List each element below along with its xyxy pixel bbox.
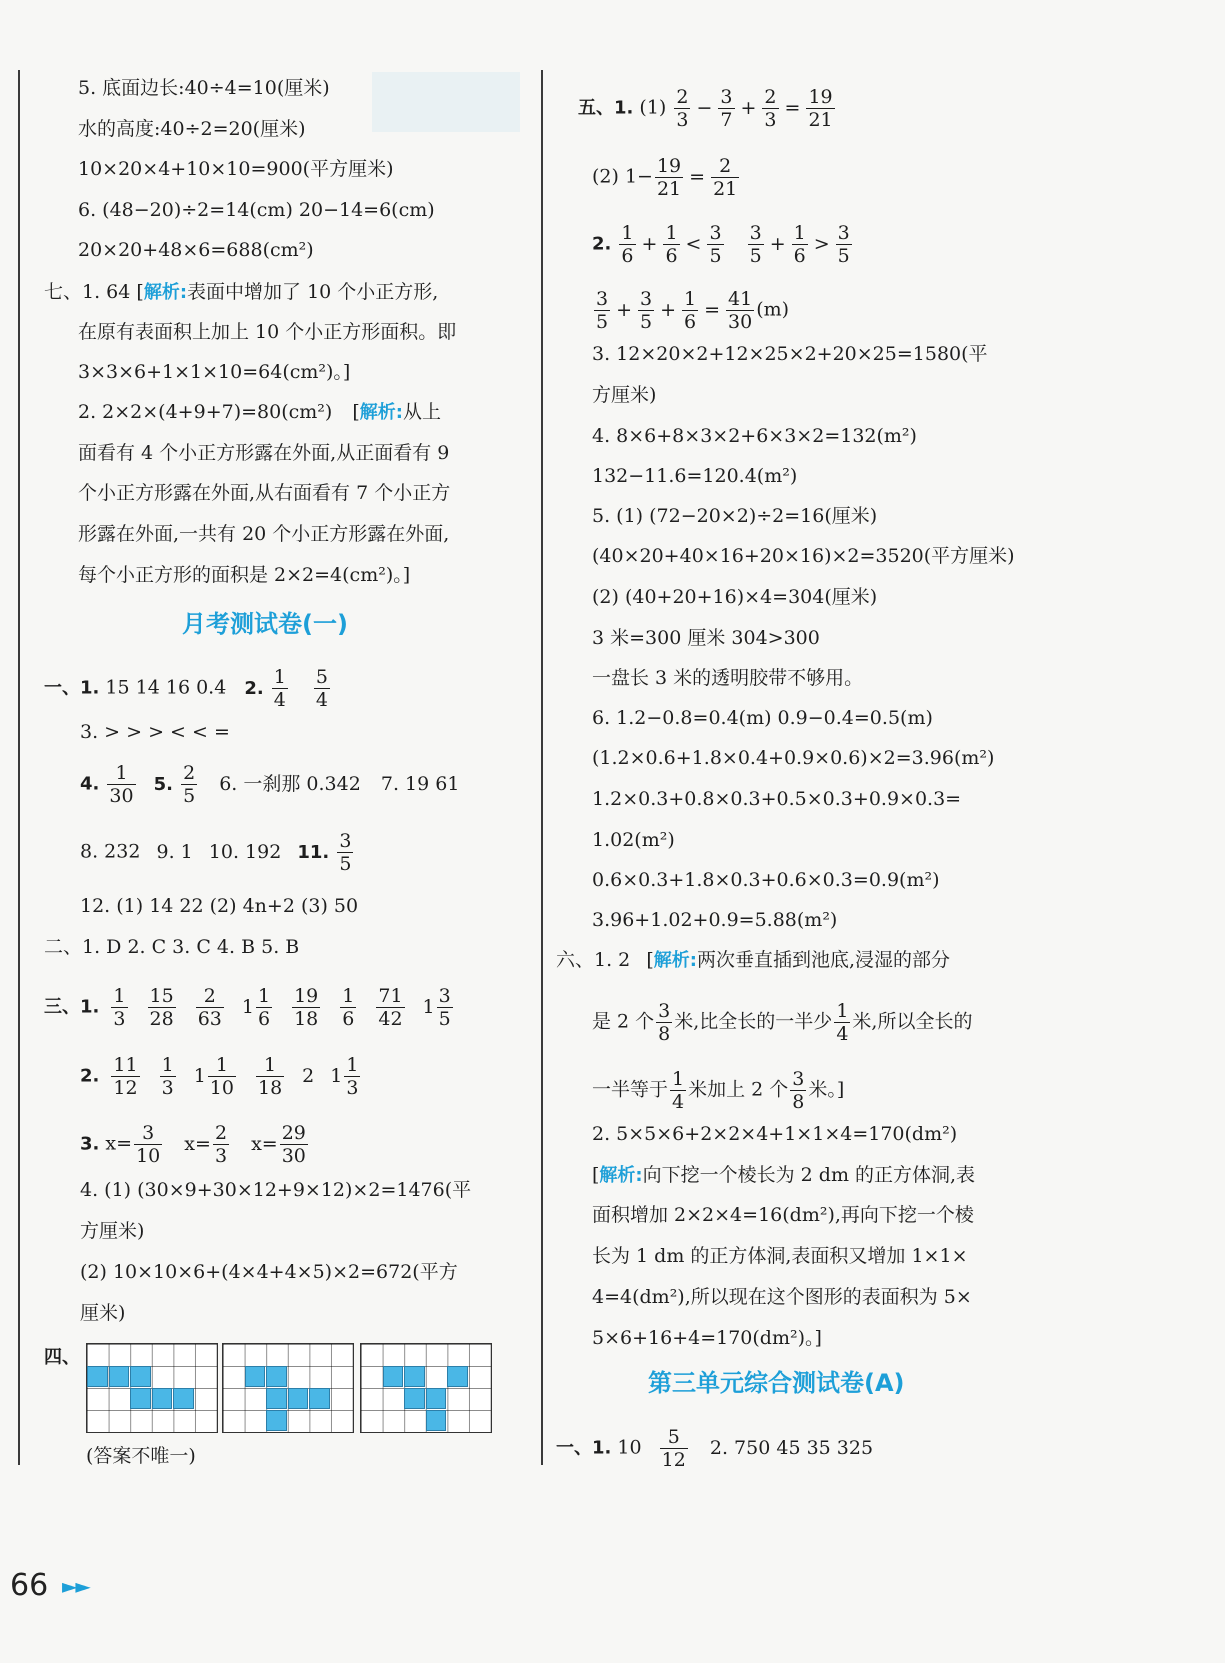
fraction-list [105,1054,362,1099]
fraction: $\frac{3}{7}$ [720,86,733,131]
text-line: 5. 底面边长:40÷4=10(厘米) [78,77,330,99]
answer-row: 二、1. D 2. C 3. C 4. B 5. B [44,936,300,958]
text-line [44,280,438,305]
fraction: $\frac{2}{3}$ [214,1122,228,1167]
text-line: 10×20×4+10×10=900(平方厘米) [78,158,394,180]
mixed-number: $\frac{1}{3}$ [161,1054,174,1099]
text-line: 4=4(dm²),所以现在这个图形的表面积为 5× [592,1286,972,1308]
text: 米。] [808,1078,845,1101]
answer-row: $\frac{3}{5}$ + $\frac{3}{5}$ + $\frac{1}{6}$ = $\frac{41}{30}$ (m) [596,288,790,333]
fraction: $\frac{2}{5}$ [183,762,196,807]
fraction: $\frac{19}{21}$ [808,86,833,131]
text-line: 132−11.6=120.4(m²) [592,465,798,487]
q-label: 3. [80,1133,100,1155]
mixed-number: $\frac{19}{18}$ [294,985,319,1030]
answer-row [80,1054,362,1099]
text-line: (2) 10×10×6+(4×4+4×5)×2=672(平方 [80,1261,458,1283]
next-arrows-icon: ►► [62,1574,89,1598]
fraction: $\frac{1}{6}$ [684,288,697,333]
text-line: 6. (48−20)÷2=14(cm) 20−14=6(cm) [78,199,435,221]
text-line: 长为 1 dm 的正方体洞,表面积又增加 1×1× [592,1245,968,1267]
values: 15 14 16 0.4 [105,676,227,699]
fraction: $\frac{1}{6}$ [621,222,634,267]
note: (答案不唯一) [86,1445,196,1467]
fraction: $\frac{3}{5}$ [709,222,722,267]
q-label: 11. [297,841,330,863]
fraction: $\frac{3}{5}$ [339,830,352,875]
q-label: 四、 [44,1347,80,1368]
mixed-number: $\frac{15}{28}$ [149,985,174,1030]
q-label: 4. [80,773,100,795]
fraction: $\frac{3}{5}$ [640,288,653,333]
text-line: 在原有表面积上加上 10 个小正方形面积。即 [78,321,457,343]
bracket: [ [592,1164,600,1186]
fraction: $\frac{3}{5}$ [749,222,762,267]
fraction: $\frac{3}{8}$ [658,1000,671,1045]
text-line: 每个小正方形的面积是 2×2=4(cm²)。] [78,564,411,586]
answer: 10. 192 [208,840,282,863]
section-label: 七、1. 64 [44,281,131,303]
text: 米,比全长的一半少 [674,1010,833,1033]
text-line [592,1068,844,1113]
fraction: $\frac{19}{21}$ [656,155,682,200]
fraction: $\frac{1}{4}$ [273,666,286,711]
mixed-number: $\frac{2}{63}$ [197,985,222,1030]
var: x= [184,1132,211,1155]
text-line: 一盘长 3 米的透明胶带不够用。 [592,667,864,689]
text-line: (1.2×0.6+1.8×0.4+0.9×0.6)×2=3.96(m²) [592,747,995,769]
text-line: 个小正方形露在外面,从右面看有 7 个小正方 [78,482,451,504]
text: 表面中增加了 10 个小正方形, [187,281,439,303]
text-line: 水的高度:40÷2=20(厘米) [78,118,306,140]
bracket: [ [136,281,144,303]
mixed-number: $\frac{71}{42}$ [378,985,403,1030]
text-line: 6. 1.2−0.8=0.4(m) 0.9−0.4=0.5(m) [592,707,933,729]
fraction: $\frac{5}{4}$ [315,666,328,711]
answer-row [44,666,332,711]
fraction: $\frac{1}{4}$ [836,1000,849,1045]
answer: 10 [617,1436,642,1459]
section-title: 月考测试卷(一) [182,610,348,638]
mixed-number: 2 [302,1064,315,1087]
text-line: 面看有 4 个小正方形露在外面,从正面看有 9 [78,442,450,464]
text: 米,所以全长的 [852,1010,973,1033]
jiexi-label: 解析: [143,282,188,303]
answer-row: 12. (1) 14 22 (2) 4n+2 (3) 50 [80,895,359,917]
fraction: $\frac{5}{12}$ [661,1426,686,1471]
answer-row: (2) 1− $\frac{19}{21}$ = $\frac{2}{21}$ [592,155,738,200]
part: (1) [639,96,667,119]
answer: 8. 232 [80,840,141,863]
text-line [78,400,441,425]
section-title: 第三单元综合测试卷(A) [648,1369,905,1397]
answer-row: 3. > > > < < = [80,721,230,743]
answer-row [556,1426,873,1471]
text-line: 4. (1) (30×9+30×12+9×12)×2=1476(平 [80,1179,472,1201]
q-label: 五、1. [578,97,634,119]
answer-row [80,1122,310,1167]
text-line: 形露在外面,一共有 20 个小正方形露在外面, [78,523,450,545]
grid-figure-1 [86,1343,218,1433]
column-divider [541,70,543,1465]
bracket: [ [352,401,360,423]
text-line [592,1000,972,1045]
bracket: [ [646,949,654,971]
q-label: 一、1. [44,677,100,699]
jiexi-label: 解析: [653,950,697,971]
q-label: 2. [592,233,612,255]
text: 一半等于 [592,1078,669,1101]
jiexi-label: 解析: [359,402,403,423]
text: 是 2 个 [592,1010,655,1033]
text-line: 20×20+48×6=688(cm²) [78,239,314,261]
mixed-number: 1 $\frac{1}{3}$ [330,1054,359,1099]
text-line: 5. (1) (72−20×2)÷2=16(厘米) [592,505,878,527]
grid-figure-2 [222,1343,354,1433]
text-line: 方厘米) [592,384,657,406]
mixed-number: $\frac{1}{18}$ [257,1054,283,1099]
text-line [556,948,950,973]
text-line: 3. 12×20×2+12×25×2+20×25=1580(平 [592,343,988,365]
text: 2. 2×2×(4+9+7)=80(cm²) [78,401,333,423]
fraction: $\frac{3}{8}$ [792,1068,805,1113]
answer-row [80,830,355,875]
text: 向下挖一个棱长为 2 dm 的正方体洞,表 [642,1164,976,1186]
fraction: $\frac{1}{6}$ [793,222,806,267]
mixed-number: 1 $\frac{3}{5}$ [422,985,451,1030]
fraction: $\frac{3}{10}$ [136,1122,161,1167]
answer: 9. 1 [156,840,193,863]
fraction: $\frac{2}{3}$ [676,86,689,131]
answer-row [80,762,459,807]
text-line: 方厘米) [80,1220,145,1242]
text-line: 1.02(m²) [592,829,675,851]
q-label: 2. [244,677,264,699]
text-line: 3×3×6+1×1×10=64(cm²)。] [78,361,351,383]
text-line: 面积增加 2×2×4=16(dm²),再向下挖一个棱 [592,1204,974,1226]
var: x= [105,1132,133,1155]
fraction: $\frac{29}{30}$ [281,1122,306,1167]
answer-row [44,985,455,1030]
page-number: 66 [10,1568,49,1603]
text-line [592,1163,975,1188]
mixed-number: $\frac{1}{6}$ [342,985,355,1030]
fraction: $\frac{3}{5}$ [837,222,850,267]
answer: 6. 一刹那 0.342 [219,772,361,795]
text: 从上 [402,401,441,423]
grid-figure-3 [360,1343,492,1433]
jiexi-label: 解析: [599,1165,643,1186]
mixed-number: 1 $\frac{1}{6}$ [241,985,271,1030]
q-label: 一、1. [556,1437,612,1459]
text: 两次垂直插到池底,浸湿的部分 [696,949,950,971]
q-label: 2. [80,1065,100,1087]
text: 米加上 2 个 [688,1078,789,1101]
text-line: 5×6+16+4=170(dm²)。] [592,1327,822,1349]
text-line: 厘米) [80,1302,126,1324]
text-line: 2. 5×5×6+2×2×4+1×1×4=170(dm²) [592,1123,958,1145]
unit: (m) [756,298,790,321]
q-label: 5. [153,773,174,795]
fraction-list [105,985,454,1030]
q-label: 三、1. [44,996,100,1018]
answer-row: 2. $\frac{1}{6}$ + $\frac{1}{6}$ < $\frac{3}{5}$ $\frac{3}{5}$ + $\frac{1}{6}$ > $\frac{3}{5}$ [592,222,850,267]
answer: 2. 750 45 35 325 [709,1436,874,1459]
fraction: $\frac{1}{6}$ [665,222,678,267]
fraction: $\frac{41}{30}$ [728,288,753,333]
mixed-number: $\frac{11}{12}$ [113,1054,138,1099]
text-line: (40×20+40×16+20×16)×2=3520(平方厘米) [592,545,1015,567]
text-line: (2) (40+20+16)×4=304(厘米) [592,586,878,608]
text-line: 4. 8×6+8×3×2+6×3×2=132(m²) [592,425,917,447]
fraction: $\frac{2}{3}$ [764,86,777,131]
fraction: $\frac{1}{4}$ [672,1068,685,1113]
left-margin-rule [18,70,20,1465]
fraction: $\frac{3}{5}$ [596,288,609,333]
text-line: 1.2×0.3+0.8×0.3+0.5×0.3+0.9×0.3= [592,788,962,810]
text-line: 3.96+1.02+0.9=5.88(m²) [592,909,838,931]
section-label: 六、1. 2 [556,949,631,971]
var: x= [251,1132,278,1155]
fraction: $\frac{2}{21}$ [713,155,738,200]
text-line: 0.6×0.3+1.8×0.3+0.6×0.3=0.9(m²) [592,869,940,891]
answer-row: 五、1. (1) $\frac{2}{3}$ − $\frac{3}{7}$ + $\frac{2}{3}$ = $\frac{19}{21}$ [578,86,833,131]
mixed-number: 1 $\frac{1}{10}$ [193,1054,234,1099]
fraction: $\frac{1}{30}$ [109,762,134,807]
faded-banner [372,72,520,132]
text-line: 3 米=300 厘米 304>300 [592,627,820,649]
mixed-number: $\frac{1}{3}$ [113,985,126,1030]
part: (2) 1− [592,165,653,188]
answer: 7. 19 61 [380,772,460,795]
